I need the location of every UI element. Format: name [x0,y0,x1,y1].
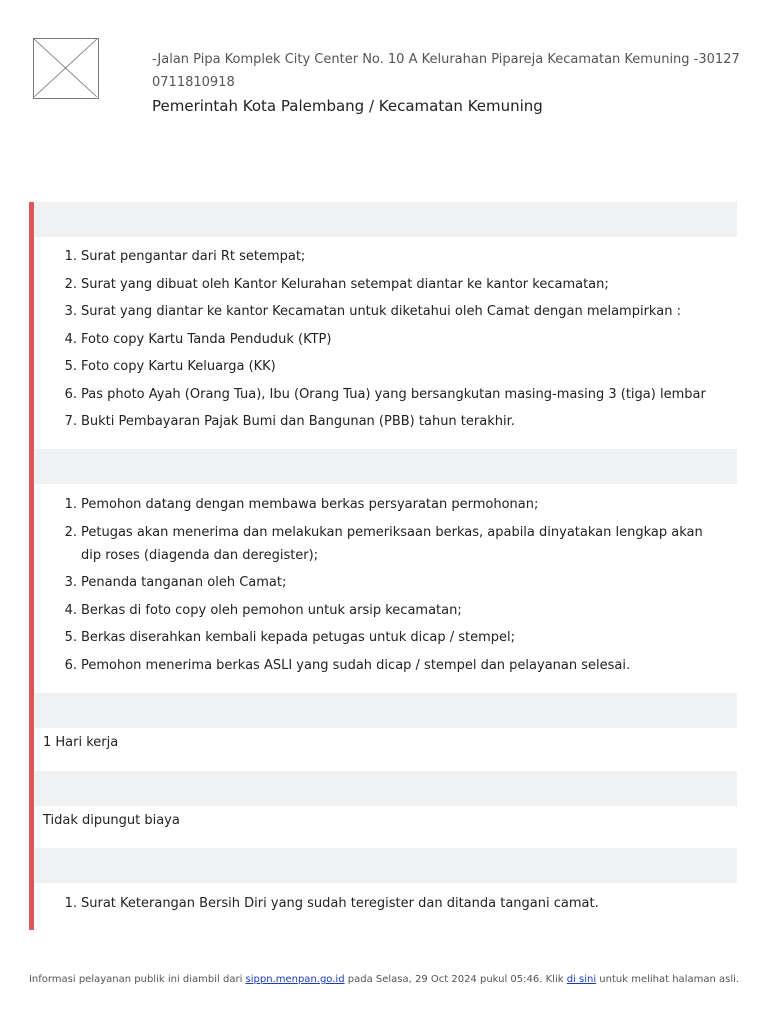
list-item-text: Pas photo Ayah (Orang Tua), Ibu (Orang Tua) yang bersangkutan masing-masing 3 (tiga) lembar [81,386,706,402]
list-item-number: 2. [64,524,77,540]
list-item-number: 3. [64,304,77,319]
section-header-duration [35,693,737,728]
footer-middle: pada Selasa, 29 Oct 2024 pukul 05:46. Klik [344,974,567,985]
list-item [64,571,721,594]
list-item-text: Petugas akan menerima dan melakukan pemeriksaan berkas, apabila dinyatakan lengkap akan dip roses (diagenda dan deregister); [81,524,703,563]
list-item [64,410,721,433]
output-list [64,892,721,920]
header-address: -Jalan Pipa Komplek City Center No. 10 A Kelurahan Pipareja Kecamatan Kemuning -30127 [152,52,740,67]
list-item-text: Surat Keterangan Bersih Diri yang sudah teregister dan ditanda tangani camat. [81,896,599,911]
list-item-text: Berkas diserahkan kembali kepada petugas untuk dicap / stempel; [81,630,516,645]
logo-placeholder-icon [33,38,99,99]
list-item-number: 4. [64,602,77,618]
footer-suffix: untuk melihat halaman asli. [596,974,740,985]
section-header-requirements [35,202,737,237]
section-header-procedures [35,449,737,484]
list-item-number: 1. [64,497,77,512]
cost-text: Tidak dipungut biaya [43,813,180,828]
list-item [64,273,721,296]
list-item-number: 7. [64,414,77,429]
list-item-number: 1. [64,249,77,264]
list-item [64,300,721,323]
list-item [64,245,721,268]
header-address-block [152,48,740,94]
list-item [64,521,721,567]
list-item-text: Bukti Pembayaran Pajak Bumi dan Bangunan (PBB) tahun terakhir. [81,414,515,429]
list-item-text: Pemohon datang dengan membawa berkas persyaratan permohonan; [81,497,539,512]
list-item-text: Foto copy Kartu Keluarga (KK) [81,359,276,374]
section-header-output [35,848,737,883]
footer-prefix: Informasi pelayanan publik ini diambil dari [28,974,246,985]
list-item [64,892,721,915]
list-item-number: 6. [64,386,77,402]
list-item-number: 6. [64,657,77,673]
accent-bar [29,202,34,930]
original-page-link[interactable]: di sini [566,974,597,985]
list-item-number: 2. [64,276,77,292]
procedures-list [64,493,721,681]
list-item-text: Surat yang dibuat oleh Kantor Kelurahan setempat diantar ke kantor kecamatan; [81,276,609,292]
list-item-text: Surat pengantar dari Rt setempat; [81,249,306,264]
section-header-cost [35,771,737,806]
list-item [64,328,721,351]
list-item-text: Berkas di foto copy oleh pemohon untuk arsip kecamatan; [81,602,462,618]
list-item [64,355,721,378]
list-item-text: Surat yang diantar ke kantor Kecamatan untuk diketahui oleh Camat dengan melampirkan : [81,304,681,319]
list-item-text: Penanda tanganan oleh Camat; [81,575,287,590]
header-phone: 0711810918 [152,75,235,90]
source-link[interactable]: sippn.menpan.go.id [245,974,345,985]
list-item-number: 4. [64,331,77,347]
list-item-text: Pemohon menerima berkas ASLI yang sudah dicap / stempel dan pelayanan selesai. [81,657,631,673]
service-content [29,202,737,930]
footer-note [0,972,768,988]
list-item-number: 1. [64,896,77,911]
duration-text: 1 Hari kerja [43,735,119,750]
list-item [64,383,721,406]
page-title: Pemerintah Kota Palembang / Kecamatan Kemuning [152,97,543,115]
list-item [64,626,721,649]
list-item [64,493,721,516]
list-item-text: Foto copy Kartu Tanda Penduduk (KTP) [81,331,332,347]
list-item [64,599,721,622]
requirements-list [64,245,721,438]
list-item-number: 5. [64,359,77,374]
list-item-number: 5. [64,630,77,645]
list-item-number: 3. [64,575,77,590]
list-item [64,654,721,677]
